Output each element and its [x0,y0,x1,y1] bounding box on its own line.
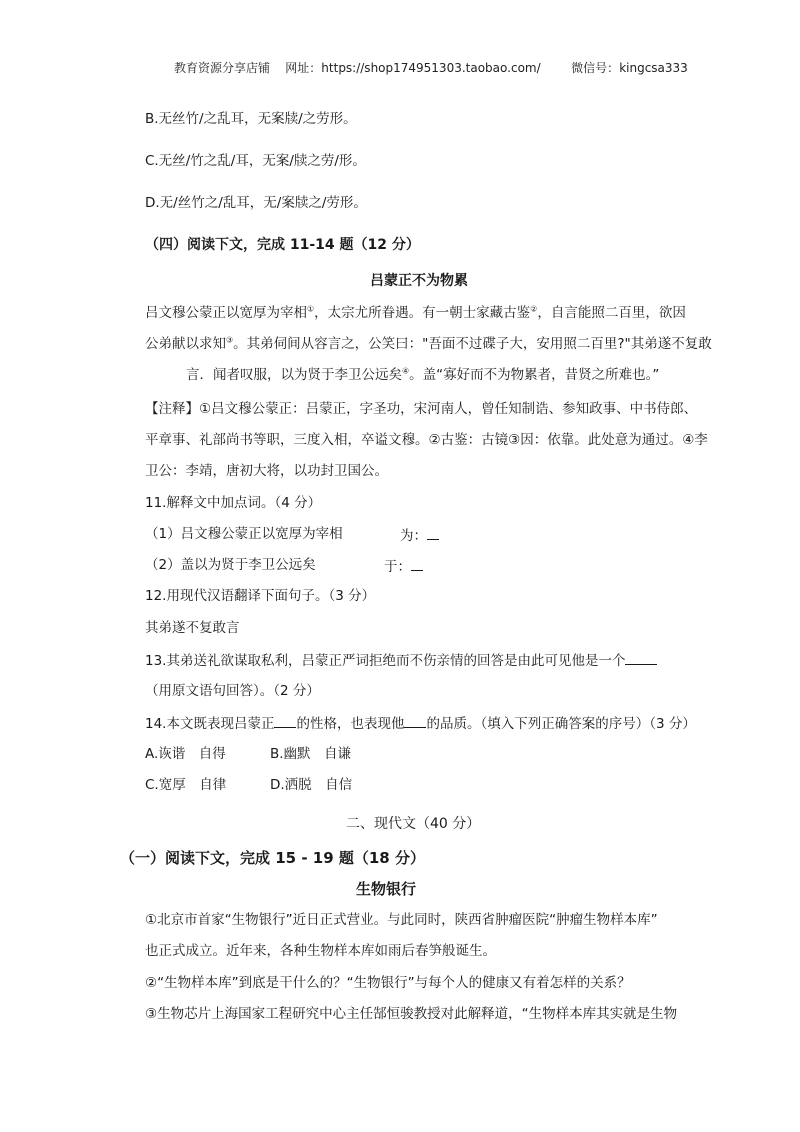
question-11-2: （2）盖以为贤于李卫公远矣 [145,557,316,573]
question-12: 12.用现代汉语翻译下面句子。（3 分） [145,588,376,604]
part2-heading: 二、现代文（40 分） [346,816,481,832]
page-header [174,59,688,77]
header-wechat: kingcsa333 [619,61,688,75]
passage-line-2: 公弟献以求知③。其弟伺间从容言之，公笑曰："吾面不过碟子大，安用照二百里?"其弟遂不复敢 [145,335,712,352]
notes-line-1: 【注释】①吕文穆公蒙正：吕蒙正，字圣功，宋河南人，曾任知制诰、参知政事、中书侍郎、 [145,401,698,417]
footnote-4: ④ [402,366,410,376]
option-d-prev: D.无/丝竹之/乱耳，无/案牍之/劳形。 [145,195,367,211]
option-c-prev: C.无丝/竹之乱/耳，无案/牍之劳/形。 [145,153,366,169]
question-11-1-answer: 为： [400,525,439,545]
header-url-label: 网址： [285,61,322,75]
answer-blank[interactable] [427,525,439,540]
part2-para1-line2: 也正式成立。近年来，各种生物样本库如雨后春笋般诞生。 [145,943,496,959]
footnote-1: ① [307,304,315,314]
header-shop: 教育资源分享店铺 [174,61,271,75]
header-wechat-label: 微信号： [571,61,620,75]
part2-subheading: （一）阅读下文，完成 15 - 19 题（18 分） [120,849,425,867]
question-13: 13.其弟送礼欲谋取私利，吕蒙正严词拒绝而不伤亲情的回答是由此可见他是一个 [145,650,657,670]
option-b: B.幽默 自谦 [270,746,352,762]
question-11-1: （1）吕文穆公蒙正以宽厚为宰相 [145,526,343,542]
option-b-prev: B.无丝竹/之乱耳，无案牍/之劳形。 [145,111,357,127]
passage-line-1: 吕文穆公蒙正以宽厚为宰相①，太宗尤所眷遇。有一朝士家藏古鉴②，自言能照二百里，欲因 [145,304,686,321]
option-d: D.洒脱 自信 [270,777,353,793]
question-11: 11.解释文中加点词。（4 分） [145,495,322,511]
option-c: C.宽厚 自律 [145,777,227,793]
notes-line-3: 卫公：李靖，唐初大将，以功封卫国公。 [145,463,388,479]
option-a: A.诙谐 自得 [145,746,226,762]
answer-blank[interactable] [625,650,657,665]
section4-heading: （四）阅读下文，完成 11-14 题（12 分） [145,237,420,253]
section4-title: 吕蒙正不为物累 [370,273,468,289]
part2-para2: ②“生物样本库”到底是干什么的？“生物银行”与每个人的健康又有着怎样的关系？ [145,975,631,991]
part2-para3: ③生物芯片上海国家工程研究中心主任郜恒骏教授对此解释道，“生物样本库其实就是生物 [145,1006,678,1022]
question-13-tail: （用原文语句回答）。（2 分） [145,683,320,699]
question-11-2-answer: 于： [384,556,423,576]
answer-blank[interactable] [411,556,423,571]
footnote-2: ② [530,304,538,314]
part2-title: 生物银行 [356,880,417,898]
header-url[interactable]: https://shop174951303.taobao.com/ [321,61,541,75]
footnote-3: ③ [226,335,234,345]
answer-blank[interactable] [404,713,426,728]
answer-blank[interactable] [274,713,296,728]
question-14: 14.本文既表现吕蒙正 的性格，也表现他 的品质。（填入下列正确答案的序号）（3 分） [145,713,696,733]
question-12-sentence: 其弟遂不复敢言 [145,620,240,636]
passage-line-3: 言．闻者叹服，以为贤于李卫公远矣④。盖“寡好而不为物累者，昔贤之所难也。” [186,366,660,383]
notes-line-2: 平章事、礼部尚书等职，三度入相，卒谥文穆。②古鉴：古镜③因：依靠。此处意为通过。④李 [145,432,708,448]
part2-para1-line1: ①北京市首家“生物银行”近日正式营业。与此同时，陕西省肿瘤医院“肿瘤生物样本库” [145,912,658,928]
